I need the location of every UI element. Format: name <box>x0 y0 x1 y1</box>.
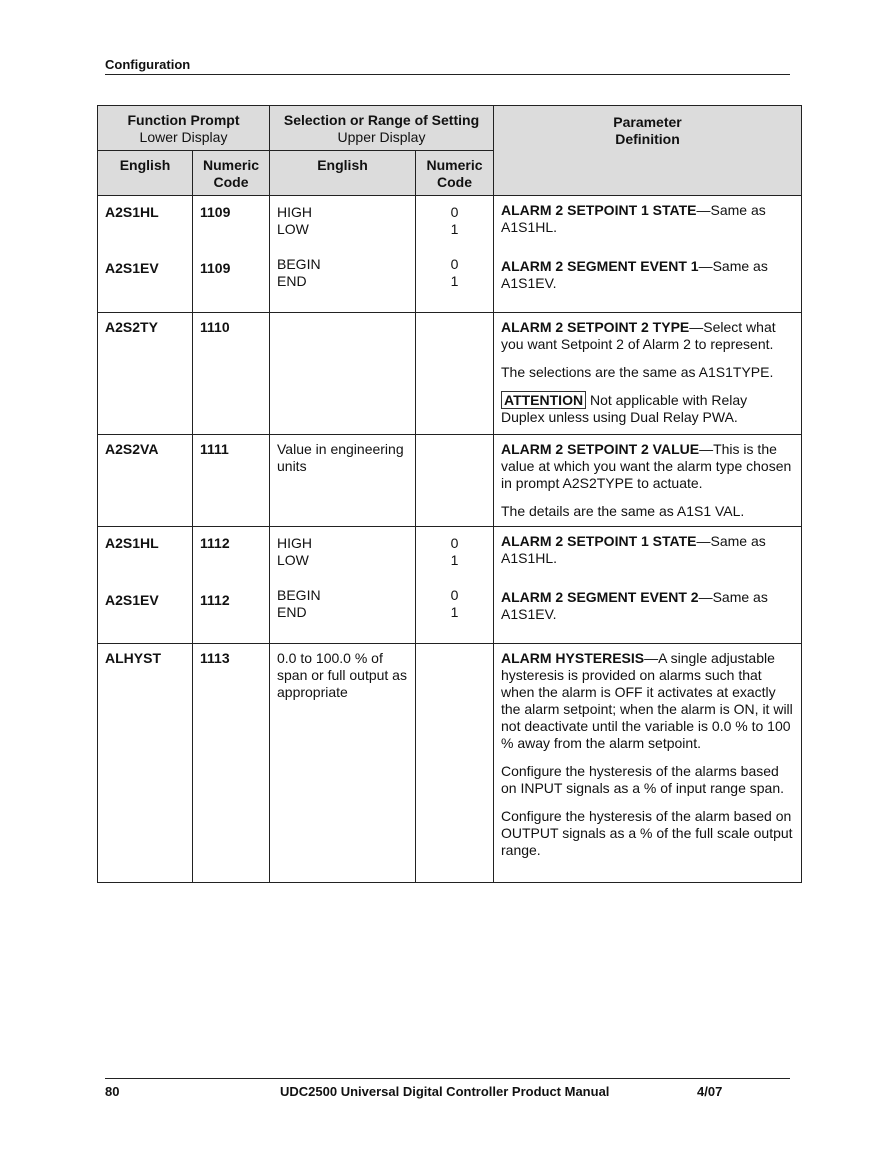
selection-value: Value in engineering units <box>277 441 404 474</box>
selection-value: 0.0 to 100.0 % of span or full output as appropriate <box>277 650 407 700</box>
prompt-code: A2S1HL <box>105 204 159 220</box>
numeric-code-header: Numeric Code <box>416 151 494 196</box>
english-header: English <box>270 151 416 196</box>
parameter-definition: ALARM 2 SETPOINT 2 VALUE—This is the value at which you want the alarm type chosen in prompt A2S2TYPE to actuate. <box>501 441 792 491</box>
table-row <box>98 196 802 313</box>
manual-title: UDC2500 Universal Digital Controller Product Manual <box>280 1084 610 1099</box>
selection-code: 1 <box>450 604 459 620</box>
parameter-definition: ALARM 2 SETPOINT 1 STATE—Same as A1S1HL. <box>501 202 766 235</box>
prompt-code: A2S2VA <box>105 441 159 457</box>
numeric-code: 1111 <box>200 441 229 457</box>
configuration-table <box>97 105 802 883</box>
publication-date: 4/07 <box>697 1084 723 1099</box>
selection-code: 1 <box>450 552 459 568</box>
selection-value: BEGIN <box>277 587 321 603</box>
parameter-definition: ALARM HYSTERESIS—A single adjustable hysteresis is provided on alarms such that when the alarm is OFF it activates at exactly the alarm setpoint; when the alarm is ON, it will not deactivate until the variable is 0.0 % to 100 % away from the alarm setpoint. <box>501 650 793 751</box>
table-row <box>98 313 802 435</box>
parameter-note: Configure the hysteresis of the alarm based on OUTPUT signals as a % of the full scale output range. <box>501 808 793 858</box>
numeric-code: 1109 <box>200 204 231 220</box>
selection-code: 0 <box>450 204 459 220</box>
function-prompt-header: Function Prompt Lower Display <box>98 106 270 151</box>
selection-value: END <box>277 273 307 289</box>
parameter-note: The selections are the same as A1S1TYPE. <box>501 364 774 380</box>
page-header <box>105 57 790 75</box>
page-number: 80 <box>105 1084 120 1099</box>
prompt-code: A2S2TY <box>105 319 158 335</box>
attention-note: ATTENTION Not applicable with Relay Duplex unless using Dual Relay PWA. <box>501 392 748 425</box>
parameter-definition-header: Parameter Definition <box>494 106 802 196</box>
table-row <box>98 644 802 883</box>
numeric-code: 1113 <box>200 650 230 666</box>
prompt-code: A2S1EV <box>105 592 159 608</box>
table-row <box>98 527 802 644</box>
parameter-note: Configure the hysteresis of the alarms based on INPUT signals as a % of input range span. <box>501 763 785 796</box>
numeric-code: 1110 <box>200 319 230 335</box>
selection-value: BEGIN <box>277 256 321 272</box>
selection-code: 0 <box>450 587 459 603</box>
prompt-code: ALHYST <box>105 650 161 666</box>
parameter-definition: ALARM 2 SEGMENT EVENT 2—Same as A1S1EV. <box>501 589 768 622</box>
prompt-code: A2S1HL <box>105 535 159 551</box>
selection-value: HIGH <box>277 204 312 220</box>
parameter-note: The details are the same as A1S1 VAL. <box>501 503 745 519</box>
selection-code: 1 <box>450 221 459 237</box>
table-row <box>98 435 802 527</box>
numeric-code-header: Numeric Code <box>193 151 270 196</box>
parameter-definition: ALARM 2 SETPOINT 1 STATE—Same as A1S1HL. <box>501 533 766 566</box>
parameter-definition: ALARM 2 SETPOINT 2 TYPE—Select what you want Setpoint 2 of Alarm 2 to represent. <box>501 319 776 352</box>
section-title: Configuration <box>105 57 191 72</box>
selection-value: LOW <box>277 552 309 568</box>
parameter-definition: ALARM 2 SEGMENT EVENT 1—Same as A1S1EV. <box>501 258 768 291</box>
table-header-row <box>98 106 802 151</box>
prompt-code: A2S1EV <box>105 260 159 276</box>
selection-value: LOW <box>277 221 309 237</box>
numeric-code: 1109 <box>200 260 231 276</box>
selection-value: END <box>277 604 307 620</box>
english-header: English <box>98 151 193 196</box>
selection-code: 0 <box>450 535 459 551</box>
page-footer <box>105 1078 790 1099</box>
selection-value: HIGH <box>277 535 312 551</box>
numeric-code: 1112 <box>200 535 230 551</box>
selection-code: 1 <box>450 273 459 289</box>
attention-label: ATTENTION <box>501 391 586 409</box>
numeric-code: 1112 <box>200 592 230 608</box>
selection-header: Selection or Range of Setting Upper Display <box>270 106 494 151</box>
selection-code: 0 <box>450 256 459 272</box>
